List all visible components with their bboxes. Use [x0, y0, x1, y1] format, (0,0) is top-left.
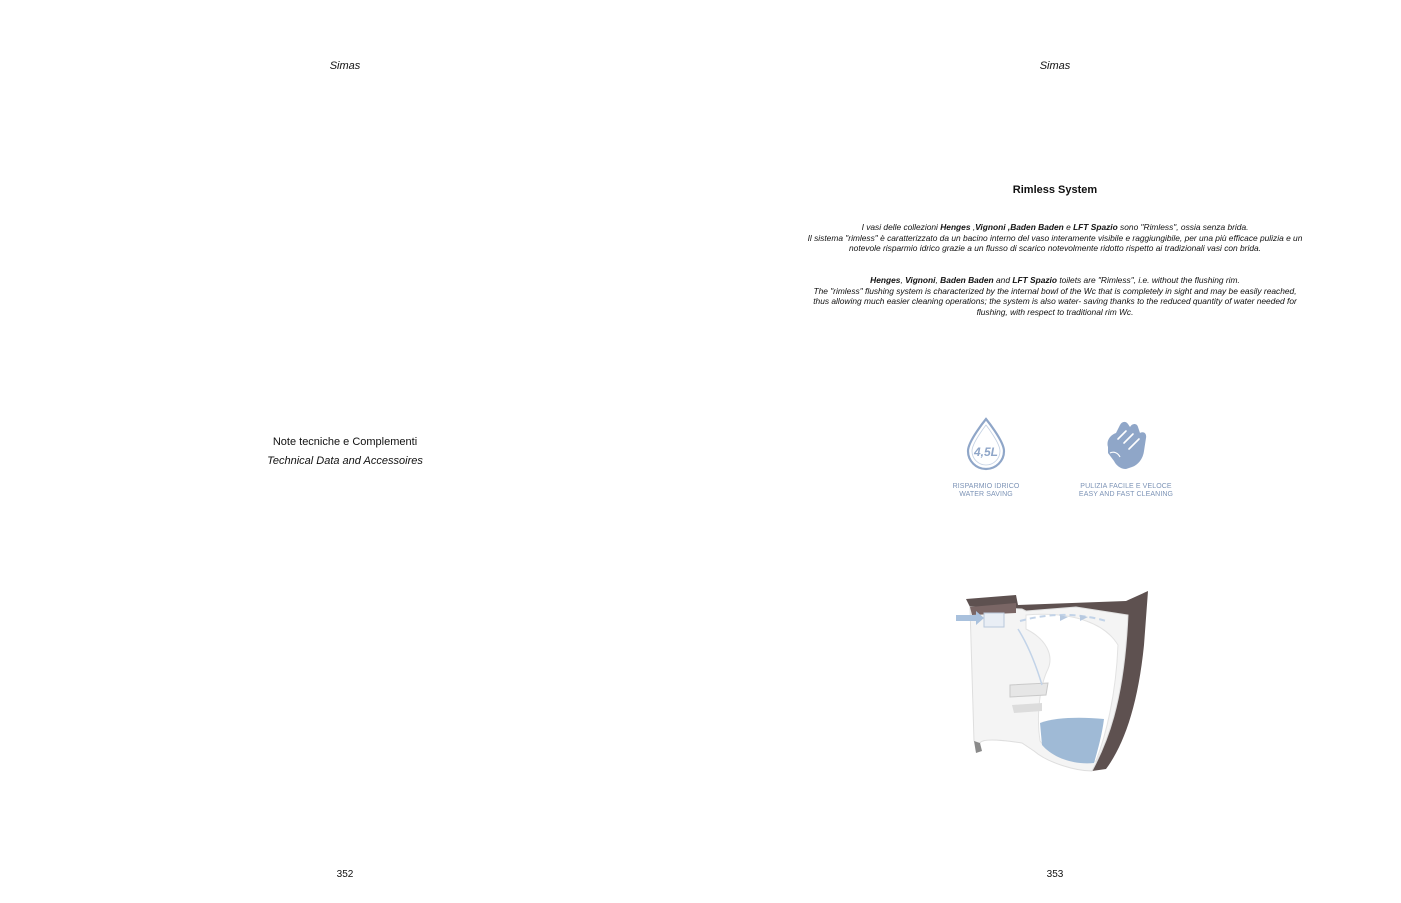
caption-english: EASY AND FAST CLEANING [1078, 491, 1174, 498]
cleaning-hand-icon [1100, 417, 1152, 471]
brand-header: Simas [1039, 60, 1071, 72]
en-body: The "rimless" flushing system is characterized by the internal bowl of the Wc that is completely in sight and may be easily reached, thus allowing much easier cleaning operations; the system is also water- saving thanks to the reduced quantity of water needed for flushing, with respect to traditional rim Wc. [813, 285, 1297, 317]
it-text: , [970, 222, 976, 232]
en-collection-vignoni: Vignoni [905, 275, 936, 285]
caption-english: WATER SAVING [959, 491, 1013, 498]
it-text: , [1005, 222, 1011, 232]
section-subtitle: Technical Data and Accessoires [267, 455, 423, 467]
feature-water-saving [921, 417, 1051, 499]
left-page [0, 0, 700, 903]
rimless-toilet-cutaway-image [956, 585, 1156, 777]
it-text: I vasi delle collezioni [861, 222, 941, 232]
brand-header: Simas [329, 60, 361, 72]
rimless-title: Rimless System [1012, 184, 1098, 196]
italian-description [805, 222, 1305, 254]
right-page [701, 0, 1401, 903]
water-drop-icon [964, 417, 1008, 471]
it-collection-henges: Henges [940, 222, 971, 232]
it-body: Il sistema "rimless" è caratterizzato da un bacino interno del vaso interamente visibile e raggiungibile, per una più efficace pulizia e un notevole risparmio idrico grazie a un flusso di scarico notevolmente ridotto rispetto ai tradizionali vasi con brida. [807, 232, 1303, 254]
page-number: 352 [336, 869, 354, 880]
feature-caption [921, 483, 1051, 499]
en-text: , [900, 275, 906, 285]
it-collection-lft: LFT Spazio [1073, 222, 1118, 232]
en-collection-baden: Baden Baden [940, 275, 994, 285]
water-drop-value: 4,5L [973, 445, 999, 459]
feature-easy-cleaning [1061, 417, 1191, 499]
feature-caption [1061, 483, 1191, 499]
page-number: 353 [1046, 869, 1064, 880]
section-title: Note tecniche e Complementi [272, 436, 418, 448]
caption-italian: PULIZIA FACILE E VELOCE [1080, 483, 1172, 490]
en-text: and [993, 275, 1013, 285]
en-text: , [935, 275, 941, 285]
en-collection-henges: Henges [870, 275, 901, 285]
it-text: e [1063, 222, 1074, 232]
en-collection-lft: LFT Spazio [1012, 275, 1057, 285]
english-description [805, 275, 1305, 317]
it-collection-vignoni: Vignoni [975, 222, 1006, 232]
en-text: toilets are "Rimless", i.e. without the flushing rim. [1057, 275, 1240, 285]
it-collection-baden: Baden Baden [1010, 222, 1064, 232]
it-text: sono "Rimless", ossia senza brida. [1117, 222, 1249, 232]
caption-italian: RISPARMIO IDRICO [952, 483, 1020, 490]
